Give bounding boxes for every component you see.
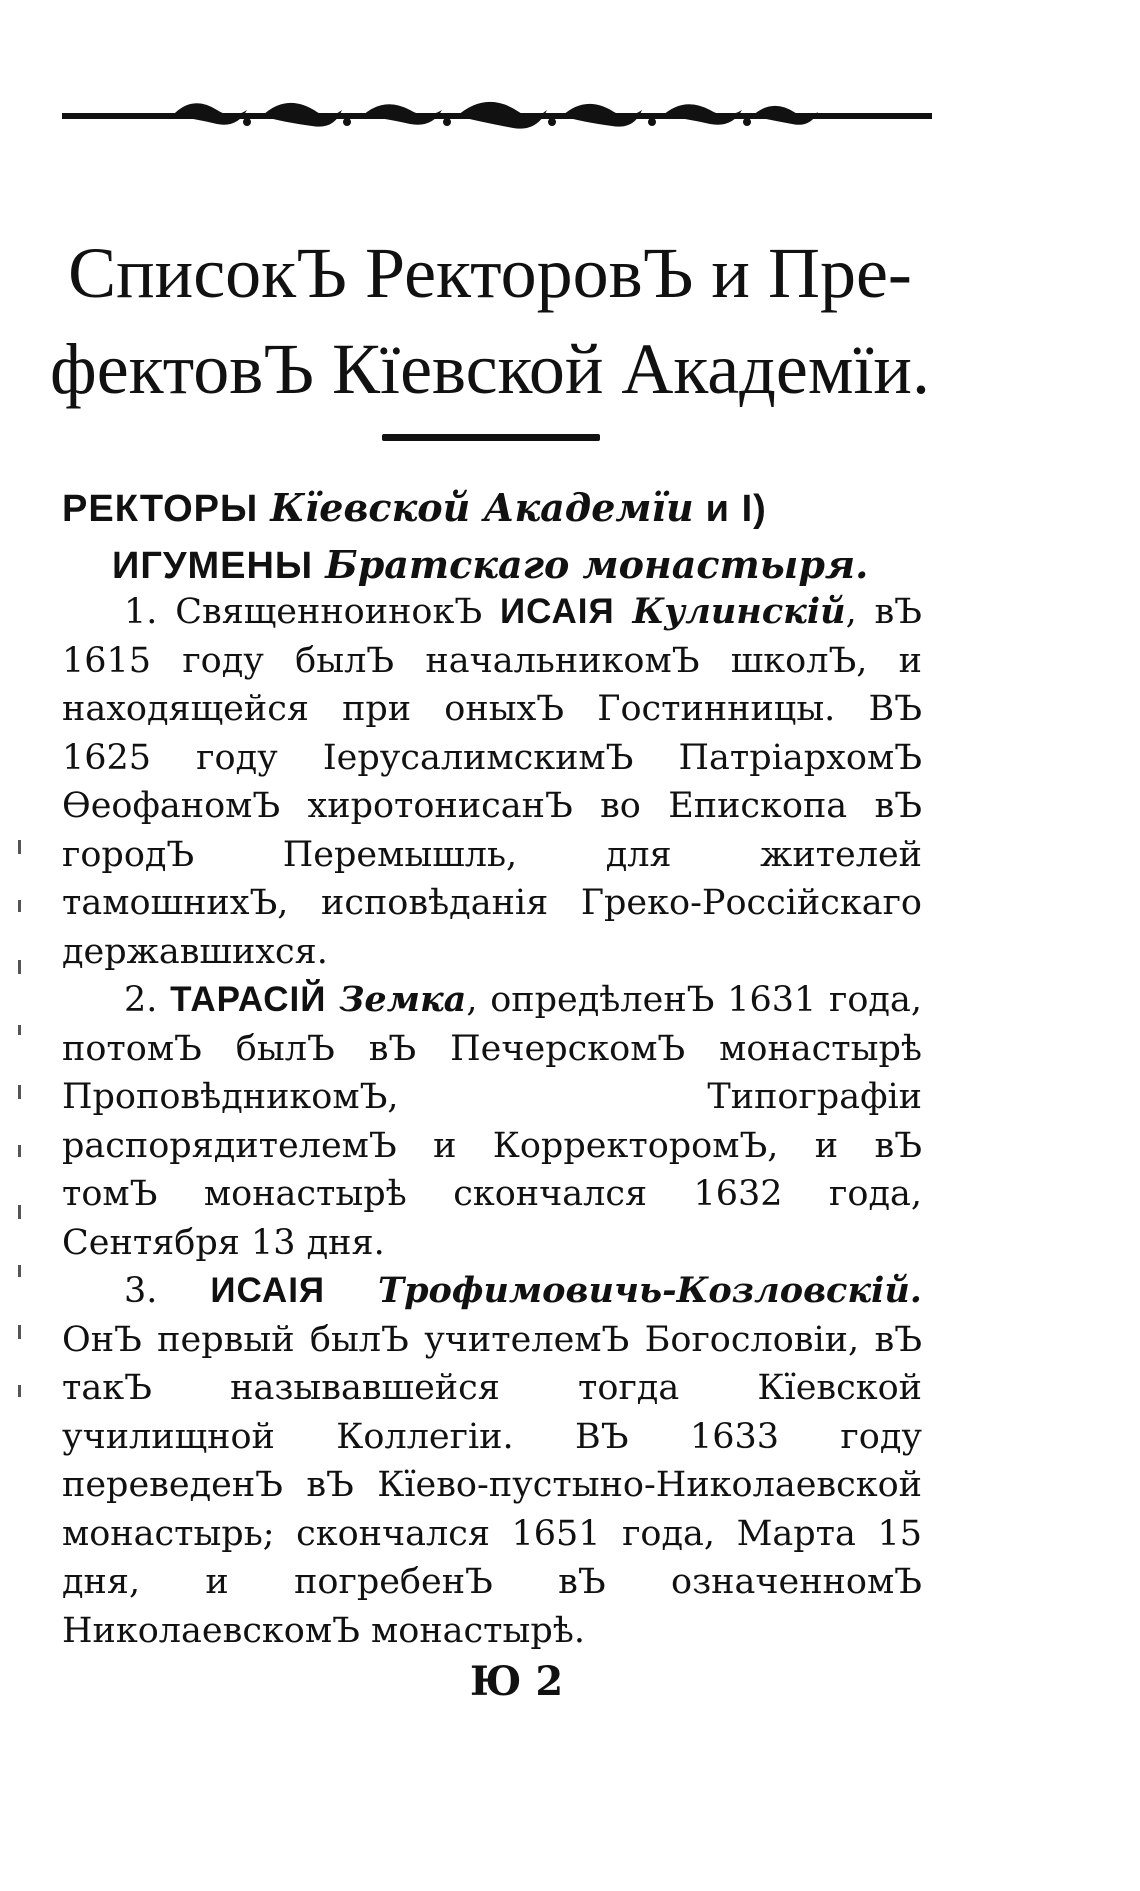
section-heading: [62, 480, 922, 594]
entry-name: ТАРАСІЙ: [170, 980, 327, 1019]
entry-surname: Земка: [339, 979, 467, 1020]
heading-caps-rectors: РЕКТОРЫ: [62, 488, 259, 530]
title-line-2: фектовЪ Кїевской Академїи.: [50, 329, 930, 409]
signature-mark: Ю 2: [470, 1658, 564, 1705]
entry-name: ИСАІЯ: [210, 1271, 326, 1310]
margin-show-through-marks: [18, 840, 32, 1400]
entry-text: ОнЪ первый былЪ учителемЪ Богословіи, вЪ такЪ называвшейся тогда Кїевской училищной Коллегіи. ВЪ 1633 году переведенЪ вЪ Кїево-пустыно-Николаевской монастырь; скончался 1651 года, Марта 15 дня, и погребенЪ вЪ означенномЪ НиколаевскомЪ монастырѣ.: [62, 1319, 922, 1651]
title-divider-rule: [382, 434, 600, 441]
page-title: [40, 225, 940, 417]
entry-number: 3.: [124, 1271, 158, 1311]
title-line-1: СписокЪ РекторовЪ и Пре-: [68, 233, 912, 313]
section-heading-line-2: [62, 537, 922, 594]
entry-2: [62, 976, 922, 1267]
entry-name: ИСАІЯ: [499, 592, 615, 631]
entry-rank: СвященноинокЪ: [175, 592, 483, 632]
heading-caps-igumens: ИГУМЕНЫ: [112, 545, 314, 587]
entry-surname: Трофимовичь-Козловскій.: [378, 1270, 922, 1311]
entry-surname: Кулинскій: [632, 591, 846, 632]
entries-list: [62, 588, 922, 1655]
heading-italic-monastery: Братскаго монастыря.: [325, 542, 869, 587]
entry-number: 2.: [124, 980, 158, 1020]
ornamental-header-band: [62, 92, 932, 140]
entry-1: [62, 588, 922, 976]
entry-3: [62, 1267, 922, 1655]
section-heading-line-1: [62, 480, 922, 537]
heading-italic-academy: Кїевской Академїи: [270, 485, 694, 530]
entry-text: , вЪ 1615 году былЪ начальникомЪ школЪ, и находящейся при оныхЪ Гостинницы. ВЪ 1625 году ІерусалимскимЪ ПатріархомЪ ѲеофаномЪ хиротонисанЪ во Епископа вЪ городЪ Перемышль, для жителей тамошнихЪ, исповѣданія Греко-Россійскаго державшихся.: [62, 592, 922, 972]
entry-number: 1.: [124, 592, 158, 632]
entry-text: , опредѣленЪ 1631 года, потомЪ былЪ вЪ ПечерскомЪ монастырѣ ПроповѣдникомЪ, Типографіи распорядителемЪ и КорректоромЪ, и вЪ томЪ монастырѣ скончался 1632 года, Сентября 13 дня.: [62, 980, 922, 1263]
heading-tail: и I): [705, 488, 767, 530]
